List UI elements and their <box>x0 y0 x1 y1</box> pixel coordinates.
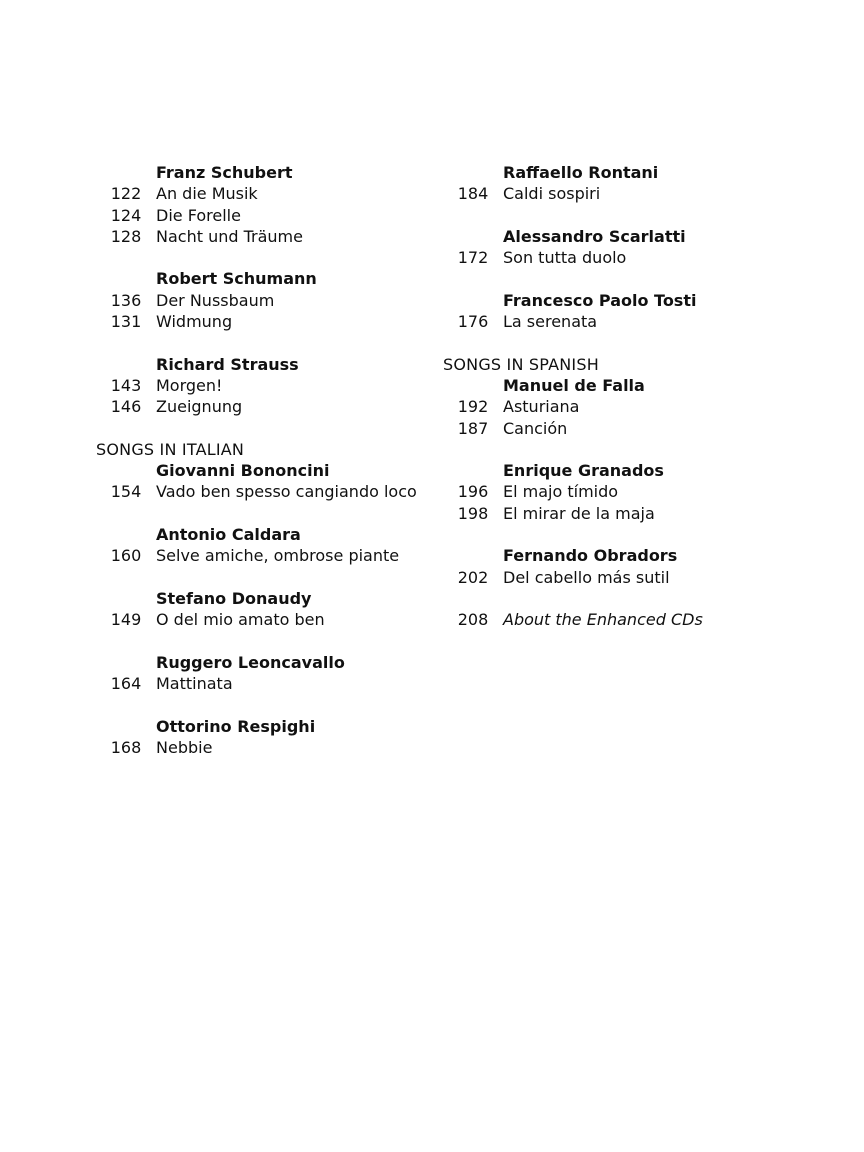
section-heading: SONGS IN SPANISH <box>443 354 599 374</box>
song-entry <box>443 503 843 524</box>
contents-right-column <box>443 162 843 631</box>
page-number: 128 <box>110 226 142 246</box>
spacer <box>96 418 436 439</box>
song-entry <box>96 545 436 566</box>
song-title: Del cabello más sutil <box>503 567 670 587</box>
song-entry <box>96 205 436 226</box>
song-title: Caldi sospiri <box>503 184 601 204</box>
page-number: 192 <box>457 397 489 417</box>
page-number: 176 <box>457 312 489 332</box>
song-entry <box>96 396 436 417</box>
page-number: 208 <box>457 610 489 630</box>
page-number: 196 <box>457 482 489 502</box>
spacer <box>96 247 436 268</box>
song-title: Son tutta duolo <box>503 248 627 268</box>
song-entry <box>443 609 843 630</box>
composer-heading: Ottorino Respighi <box>156 716 316 736</box>
composer-heading: Fernando Obradors <box>503 546 678 566</box>
spacer <box>96 694 436 715</box>
song-entry <box>96 481 436 502</box>
spacer <box>443 205 843 226</box>
song-entry <box>443 247 843 268</box>
song-entry <box>96 673 436 694</box>
song-title: Morgen! <box>156 375 223 395</box>
page-number: 164 <box>110 674 142 694</box>
composer-heading: Giovanni Bononcini <box>156 461 330 481</box>
page-number: 149 <box>110 610 142 630</box>
song-entry <box>96 183 436 204</box>
song-entry <box>443 418 843 439</box>
composer-heading: Alessandro Scarlatti <box>503 226 686 246</box>
song-entry <box>443 481 843 502</box>
spacer <box>443 588 843 609</box>
page-number: 154 <box>110 482 142 502</box>
song-entry <box>96 737 436 758</box>
page-number: 160 <box>110 546 142 566</box>
spacer <box>443 439 843 460</box>
page-number: 146 <box>110 397 142 417</box>
song-entry <box>96 226 436 247</box>
song-entry <box>96 609 436 630</box>
composer-heading: Francesco Paolo Tosti <box>503 290 697 310</box>
song-title: La serenata <box>503 312 598 332</box>
song-title: Canción <box>503 418 568 438</box>
page-number: 143 <box>110 375 142 395</box>
song-title: Asturiana <box>503 397 580 417</box>
page-number: 202 <box>457 567 489 587</box>
composer-heading: Enrique Granados <box>503 461 664 481</box>
composer-heading: Richard Strauss <box>156 354 299 374</box>
song-title: Mattinata <box>156 674 233 694</box>
spacer <box>443 268 843 289</box>
song-title: Nacht und Träume <box>156 226 303 246</box>
song-entry <box>443 183 843 204</box>
song-entry <box>96 290 436 311</box>
song-entry <box>96 375 436 396</box>
song-entry <box>443 396 843 417</box>
song-title: Widmung <box>156 312 233 332</box>
song-title: El majo tímido <box>503 482 619 502</box>
composer-heading: Raffaello Rontani <box>503 163 659 182</box>
song-entry <box>96 311 436 332</box>
section-heading: SONGS IN ITALIAN <box>96 439 245 459</box>
spacer <box>443 524 843 545</box>
song-title: Die Forelle <box>156 205 241 225</box>
spacer <box>443 332 843 353</box>
composer-heading: Ruggero Leoncavallo <box>156 652 345 672</box>
page-number: 131 <box>110 312 142 332</box>
composer-heading: Antonio Caldara <box>156 525 301 545</box>
song-title: Selve amiche, ombrose piante <box>156 546 400 566</box>
page-number: 124 <box>110 205 142 225</box>
song-title: El mirar de la maja <box>503 503 655 523</box>
spacer <box>96 503 436 524</box>
page-number: 184 <box>457 184 489 204</box>
song-entry <box>443 567 843 588</box>
composer-heading: Franz Schubert <box>156 163 293 182</box>
page-number: 122 <box>110 184 142 204</box>
composer-heading: Manuel de Falla <box>503 375 645 395</box>
composer-heading: Robert Schumann <box>156 269 317 289</box>
spacer <box>96 567 436 588</box>
page-number: 136 <box>110 290 142 310</box>
song-entry <box>443 311 843 332</box>
song-title: Vado ben spesso cangiando loco <box>156 482 417 502</box>
song-title: An die Musik <box>156 184 258 204</box>
page-number: 198 <box>457 503 489 523</box>
spacer <box>96 332 436 353</box>
page-number: 168 <box>110 738 142 758</box>
page-number: 172 <box>457 248 489 268</box>
song-title: Der Nussbaum <box>156 290 275 310</box>
composer-heading: Stefano Donaudy <box>156 588 312 608</box>
spacer <box>96 631 436 652</box>
contents-left-column <box>96 162 436 758</box>
song-title: Nebbie <box>156 738 213 758</box>
song-title: Zueignung <box>156 397 243 417</box>
song-title: About the Enhanced CDs <box>503 610 703 630</box>
song-title: O del mio amato ben <box>156 610 325 630</box>
page-number: 187 <box>457 418 489 438</box>
